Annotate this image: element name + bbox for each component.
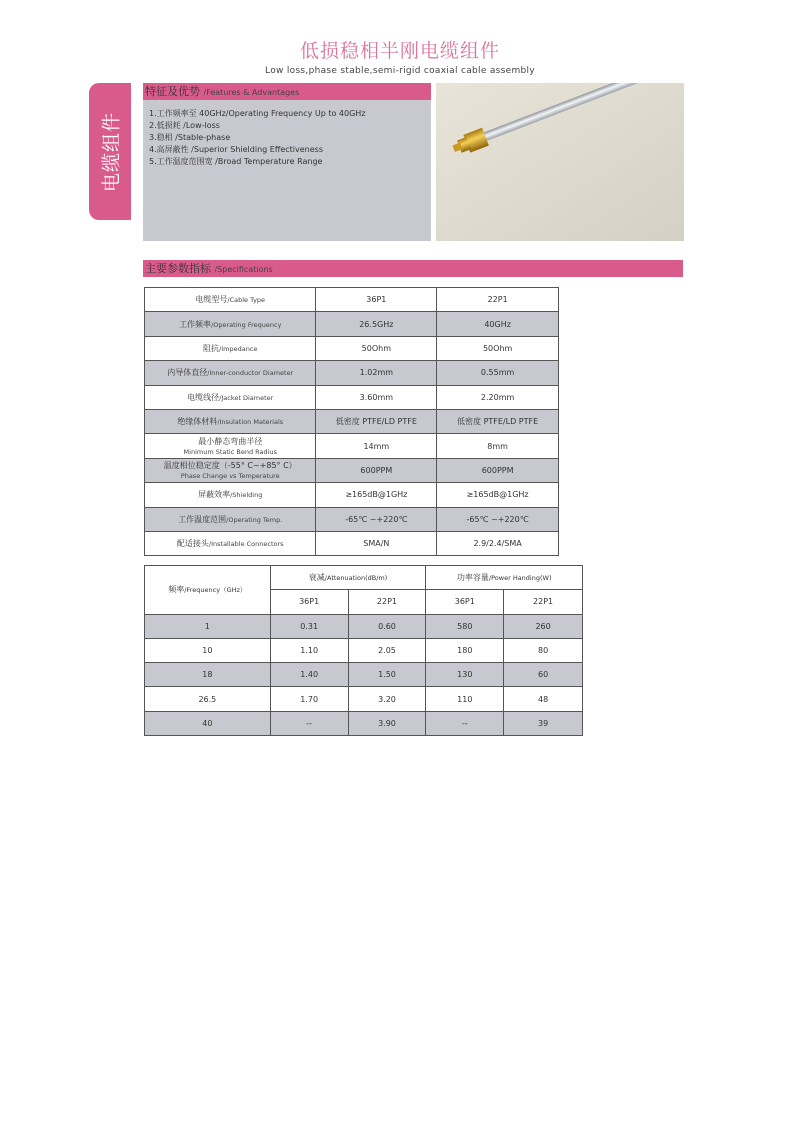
attenuation-row	[145, 687, 583, 711]
value-cell: 180	[426, 638, 504, 662]
value-cell: 580	[426, 614, 504, 638]
value-cell: 60	[504, 663, 583, 687]
spec-value: ≥165dB@1GHz	[316, 483, 437, 507]
attenuation-header: 衰减/Attenuation(dB/m)	[270, 566, 426, 590]
sub-header: 22P1	[348, 590, 426, 614]
spec-label: 配适接头/Installable Connectors	[145, 531, 316, 555]
spec-label: 屏蔽效率/Shielding	[145, 483, 316, 507]
value-cell: 1.70	[270, 687, 348, 711]
sub-header: 36P1	[426, 590, 504, 614]
spec-value: 50Ohm	[316, 336, 437, 360]
features-list	[143, 100, 431, 168]
specifications-table	[144, 287, 559, 556]
spec-label: 温度相位稳定度（-55° C~+85° C） Phase Change vs Temperature	[145, 458, 316, 482]
frequency-cell: 10	[145, 638, 271, 662]
spec-row	[145, 483, 559, 507]
frequency-cell: 1	[145, 614, 271, 638]
spec-value: 26.5GHz	[316, 312, 437, 336]
spec-value: 3.60mm	[316, 385, 437, 409]
specs-heading-bar	[143, 260, 683, 277]
features-heading-en: /Features & Advantages	[203, 88, 300, 97]
value-cell: 39	[504, 711, 583, 735]
spec-value: 1.02mm	[316, 361, 437, 385]
value-cell: 1.40	[270, 663, 348, 687]
spec-row	[145, 531, 559, 555]
value-cell: 260	[504, 614, 583, 638]
spec-value: 14mm	[316, 434, 437, 458]
value-cell: 1.10	[270, 638, 348, 662]
value-cell: 48	[504, 687, 583, 711]
frequency-cell: 40	[145, 711, 271, 735]
spec-label: 内导体直径/Inner-conductor Diameter	[145, 361, 316, 385]
attenuation-power-table	[144, 565, 583, 736]
spec-label: 阻抗/Impedance	[145, 336, 316, 360]
spec-value: 2.9/2.4/SMA	[437, 531, 559, 555]
spec-row	[145, 288, 559, 312]
spec-label: 电缆线径/Jacket Diameter	[145, 385, 316, 409]
spec-label: 最小静态弯曲半径 Minimum Static Bend Radius	[145, 434, 316, 458]
spec-value: 低密度 PTFE/LD PTFE	[316, 409, 437, 433]
spec-value: 22P1	[437, 288, 559, 312]
spec-value: 36P1	[316, 288, 437, 312]
value-cell: 110	[426, 687, 504, 711]
category-label: 电缆组件	[100, 111, 123, 192]
feature-item: 5.工作温度范围宽 /Broad Temperature Range	[149, 157, 323, 166]
spec-value: -65℃ ~+220℃	[437, 507, 559, 531]
spec-row	[145, 312, 559, 336]
attenuation-row	[145, 614, 583, 638]
specs-heading	[143, 260, 683, 278]
features-panel	[143, 83, 431, 241]
attenuation-row	[145, 663, 583, 687]
specs-heading-en: /Specifications	[214, 265, 273, 274]
spec-value: 600PPM	[316, 458, 437, 482]
feature-item: 3.稳相 /Stable-phase	[149, 133, 231, 142]
spec-value: SMA/N	[316, 531, 437, 555]
value-cell: 1.50	[348, 663, 426, 687]
value-cell: --	[270, 711, 348, 735]
spec-row	[145, 507, 559, 531]
value-cell: 2.05	[348, 638, 426, 662]
sub-header: 36P1	[270, 590, 348, 614]
page-title: 低损稳相半刚电缆组件	[299, 40, 500, 62]
spec-label: 绝缘体材料/Insulation Materials	[145, 409, 316, 433]
spec-row	[145, 336, 559, 360]
value-cell: 3.20	[348, 687, 426, 711]
frequency-cell: 26.5	[145, 687, 271, 711]
frequency-cell: 18	[145, 663, 271, 687]
feature-item: 4.高屏蔽性 /Superior Shielding Effectiveness	[149, 145, 323, 154]
features-heading-bar	[143, 83, 431, 100]
value-cell: 130	[426, 663, 504, 687]
spec-value: 50Ohm	[437, 336, 559, 360]
feature-item: 1.工作频率至 40GHz/Operating Frequency Up to 40GHz	[149, 109, 366, 118]
specs-heading-cn: 主要参数指标	[145, 262, 211, 275]
spec-value: 600PPM	[437, 458, 559, 482]
product-photo	[436, 83, 684, 241]
value-cell: 3.90	[348, 711, 426, 735]
spec-label: 工作温度范围/Operating Temp.	[145, 507, 316, 531]
spec-row	[145, 385, 559, 409]
value-cell: 80	[504, 638, 583, 662]
spec-value: 2.20mm	[437, 385, 559, 409]
features-heading-cn: 特征及优势	[145, 85, 200, 98]
spec-value: 8mm	[437, 434, 559, 458]
attenuation-row	[145, 638, 583, 662]
spec-row	[145, 409, 559, 433]
spec-value: ≥165dB@1GHz	[437, 483, 559, 507]
attenuation-row	[145, 711, 583, 735]
feature-item: 2.低损耗 /Low-loss	[149, 121, 220, 130]
value-cell: 0.31	[270, 614, 348, 638]
page-subtitle: Low loss,phase stable,semi-rigid coaxial cable assembly	[265, 66, 535, 76]
category-side-tab	[89, 83, 131, 220]
spec-value: 40GHz	[437, 312, 559, 336]
spec-value: 0.55mm	[437, 361, 559, 385]
features-heading	[143, 83, 431, 101]
spec-value: -65℃ ~+220℃	[316, 507, 437, 531]
spec-row	[145, 458, 559, 482]
spec-row	[145, 361, 559, 385]
spec-row	[145, 434, 559, 458]
value-cell: 0.60	[348, 614, 426, 638]
spec-label: 工作频率/Operating Frequency	[145, 312, 316, 336]
value-cell: --	[426, 711, 504, 735]
spec-label: 电缆型号/Cable Type	[145, 288, 316, 312]
spec-value: 低密度 PTFE/LD PTFE	[437, 409, 559, 433]
freq-header: 频率/Frequency（GHz）	[145, 566, 271, 615]
power-header: 功率容量/Power Handing(W)	[426, 566, 583, 590]
sub-header: 22P1	[504, 590, 583, 614]
